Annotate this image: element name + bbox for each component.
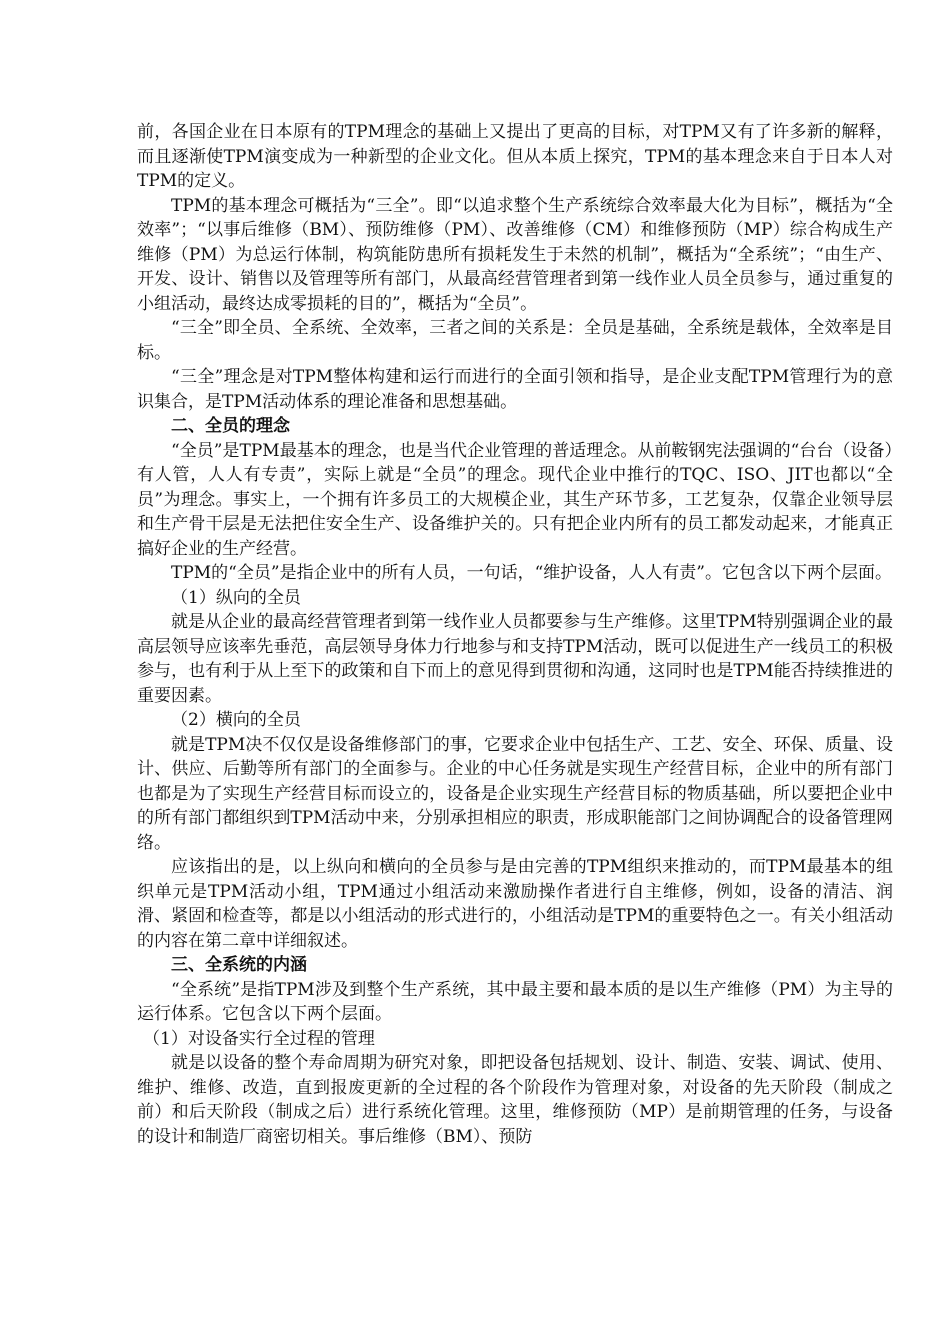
section-heading-whole-system: 三、全系统的内涵	[171, 955, 307, 975]
paragraph-whole-system: “全系统”是指TPM涉及到整个生产系统，其中最主要和最本质的是以生产维修（PM）为主导的运行体系。它包含以下两个层面。	[137, 979, 893, 1024]
paragraph-three-whole-relation: “三全”即全员、全系统、全效率，三者之间的关系是：全员是基础，全系统是载体，全效率是目标。	[137, 318, 893, 363]
subheading-horizontal-staff: （2）横向的全员	[171, 710, 301, 730]
paragraph-vertical-staff: 就是从企业的最高经营管理者到第一线作业人员都要参与生产维修。这里TPM特别强调企业的最高层领导应该率先垂范，高层领导身体力行地参与和支持TPM活动，既可以促进生产一线员工的积极参与，也有利于从上至下的政策和自下而上的意见得到贯彻和沟通，这同时也是TPM能否持续推进的重要因素。	[137, 612, 893, 706]
paragraph-tpm-origin: 前，各国企业在日本原有的TPM理念的基础上又提出了更高的目标，对TPM又有了许多新的解释，而且逐渐使TPM演变成为一种新型的企业文化。但从本质上探究，TPM的基本理念来自于日本人对TPM的定义。	[137, 122, 893, 191]
paragraph-all-staff-concept: “全员”是TPM最基本的理念，也是当代企业管理的普适理念。从前鞍钢宪法强调的“台台（设备）有人管，人人有专责”，实际上就是“全员”的理念。现代企业中推行的TQC、ISO、JIT也都以“全员”为理念。事实上，一个拥有许多员工的大规模企业，其生产环节多，工艺复杂，仅靠企业领导层和生产骨干层是无法把住安全生产、设备维护关的。只有把企业内所有的员工都发动起来，才能真正搞好企业的生产经营。	[137, 440, 893, 559]
paragraph-all-staff-meaning: TPM的“全员”是指企业中的所有人员，一句话，“维护设备，人人有责”。它包含以下两个层面。	[171, 563, 892, 583]
paragraph-group-activity: 应该指出的是，以上纵向和横向的全员参与是由完善的TPM组织来推动的，而TPM最基本的组织单元是TPM活动小组，TPM通过小组活动来激励操作者进行自主维修，例如，设备的清洁、润滑、紧固和检查等，都是以小组活动的形式进行的，小组活动是TPM的重要特色之一。有关小组活动的内容在第二章中详细叙述。	[137, 857, 893, 951]
paragraph-three-whole-guidance: “三全”理念是对TPM整体构建和运行而进行的全面引领和指导，是企业支配TPM管理行为的意识集合，是TPM活动体系的理论准备和思想基础。	[137, 367, 893, 412]
subheading-full-process-management: （1）对设备实行全过程的管理	[143, 1028, 375, 1049]
paragraph-horizontal-staff: 就是TPM决不仅仅是设备维修部门的事，它要求企业中包括生产、工艺、安全、环保、质量、设计、供应、后勤等所有部门的全面参与。企业的中心任务就是实现生产经营目标，企业中的所有部门也都是为了实现生产经营目标而设立的，设备是企业实现生产经营目标的物质基础，所以要把企业中的所有部门都组织到TPM活动中来，分别承担相应的职责，形成职能部门之间协调配合的设备管理网络。	[137, 734, 893, 853]
document-page	[137, 120, 893, 1149]
subheading-vertical-staff: （1）纵向的全员	[171, 587, 301, 608]
paragraph-three-whole-definition: TPM的基本理念可概括为“三全”。即“以追求整个生产系统综合效率最大化为目标”，概括为“全效率”；“以事后维修（BM）、预防维修（PM）、改善维修（CM）和维修预防（MP）综合构成生产维修（PM）为总运行体制，构筑能防患所有损耗发生于未然的机制”，概括为“全系统”；“由生产、开发、设计、销售以及管理等所有部门，从最高经营管理者到第一线作业人员全员参与，通过重复的小组活动，最终达成零损耗的目的”，概括为“全员”。	[137, 195, 893, 314]
paragraph-life-cycle: 就是以设备的整个寿命周期为研究对象，即把设备包括规划、设计、制造、安装、调试、使用、维护、维修、改造，直到报废更新的全过程的各个阶段作为管理对象，对设备的先天阶段（制成之前）和后天阶段（制成之后）进行系统化管理。这里，维修预防（MP）是前期管理的任务，与设备的设计和制造厂商密切相关。事后维修（BM）、预防	[137, 1053, 893, 1147]
section-heading-all-staff: 二、全员的理念	[171, 416, 290, 436]
